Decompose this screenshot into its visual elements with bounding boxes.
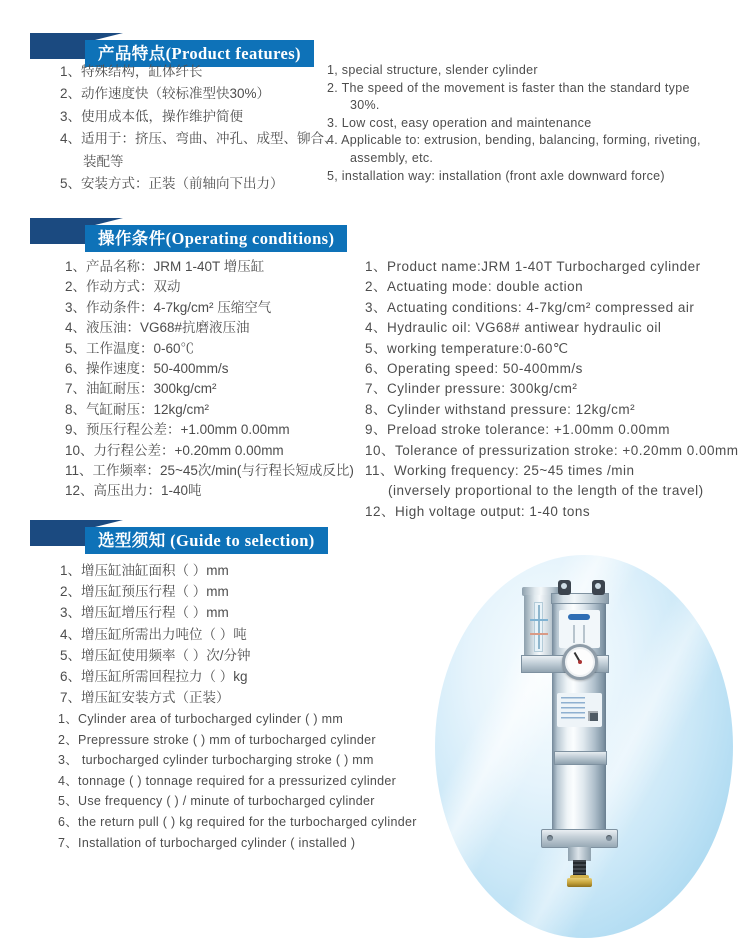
operating-en-line: (inversely proportional to the length of the travel) [388,483,704,499]
operating-zh-line: 10、力行程公差：+0.20mm 0.00mm [65,442,284,458]
features-en-line: 3. Low cost, easy operation and maintenance [327,115,592,130]
section-title-operating-conditions: 操作条件(Operating conditions) [85,225,347,252]
sight-glass-tick-upper [530,619,548,621]
operating-en-line: 4、Hydraulic oil: VG68# antiwear hydraulic oil [365,320,662,336]
operating-en-line: 2、Actuating mode: double action [365,279,584,295]
header-tab-decoration [30,520,87,546]
selection-zh-line: 6、增压缸所需回程拉力（ ）kg [60,669,248,685]
eye-bolt-left [558,580,571,595]
operating-list-en [365,257,739,522]
selection-en-line: 6、the return pull ( ) kg required for the turbocharged cylinder [58,814,417,829]
operating-zh-line: 2、作动方式：双动 [65,279,181,295]
header-tab-decoration [30,218,87,244]
selection-list-zh [60,560,251,708]
features-en-line: 2. The speed of the movement is faster than the standard type [327,80,690,95]
section-title-product-features: 产品特点(Product features) [85,40,314,67]
features-list-en [327,62,701,185]
selection-en-line: 3、 turbocharged cylinder turbocharging stroke ( ) mm [58,753,374,768]
sight-glass-level-line [538,605,540,649]
features-zh-line: 5、安装方式：正装（前轴向下出力） [60,176,284,192]
features-zh-line: 1、特殊结构，缸体纤长 [60,64,203,79]
selection-zh-line: 1、增压缸油缸面积（ ）mm [60,563,229,578]
selection-en-line: 2、Prepressure stroke ( ) mm of turbocharged cylinder [58,732,376,747]
sight-glass-tick-lower [530,633,548,635]
rod-boss [568,847,591,861]
features-zh-line: 装配等 [83,153,124,169]
label-print-line [573,625,575,643]
operating-en-line: 5、working temperature:0-60℃ [365,340,569,356]
features-en-line: 4. Applicable to: extrusion, bending, balancing, forming, riveting, [327,133,701,148]
selection-zh-line: 7、增压缸安装方式（正装） [60,690,230,706]
rod-brass-nut [567,878,592,887]
gauge-center-pin [578,660,582,664]
operating-zh-line: 12、高压出力：1-40吨 [65,483,202,499]
operating-en-line: 1、Product name:JRM 1-40T Turbocharged cylinder [365,259,701,274]
operating-zh-line: 3、作动条件：4-7kg/cm² 压缩空气 [65,299,272,315]
operating-en-line: 9、Preload stroke tolerance: +1.00mm 0.00mm [365,422,671,438]
operating-zh-line: 7、油缸耐压：300kg/cm² [65,381,217,397]
mounting-band-lower [554,751,607,765]
operating-zh-line: 9、预压行程公差：+1.00mm 0.00mm [65,422,290,438]
features-en-line: 5, installation way: installation (front axle downward force) [327,168,665,183]
operating-list-zh [65,257,354,502]
spec-label-text-lines [561,697,585,722]
operating-en-line: 6、Operating speed: 50-400mm/s [365,361,583,377]
selection-list-en [58,709,417,853]
features-zh-line: 4、适用于：挤压、弯曲、冲孔、成型、铆合、 [60,131,338,147]
operating-en-line: 8、Cylinder withstand pressure: 12kg/cm² [365,401,636,417]
selection-en-line: 5、Use frequency ( ) / minute of turbocharged cylinder [58,794,375,809]
features-en-line: 1, special structure, slender cylinder [327,63,538,77]
header-tab-decoration [30,33,87,59]
operating-zh-line: 5、工作温度：0-60℃ [65,340,195,356]
operating-en-line: 11、Working frequency: 25~45 times /min [365,463,635,479]
selection-zh-line: 4、增压缸所需出力吨位（ ）吨 [60,626,247,642]
features-zh-line: 2、动作速度快（较标准型快30%） [60,86,271,102]
qr-code-icon [588,711,598,721]
operating-en-line: 10、Tolerance of pressurization stroke: +0.20mm 0.00mm [365,442,739,458]
selection-en-line: 7、Installation of turbocharged cylinder ( installed ) [58,835,356,850]
operating-zh-line: 11、工作频率：25~45次/min(与行程长短成反比) [65,463,354,479]
features-zh-line: 3、使用成本低，操作维护简便 [60,108,244,124]
operating-zh-line: 4、液压油：VG68#抗磨液压油 [65,320,250,336]
selection-zh-line: 2、增压缸预压行程（ ）mm [60,584,229,600]
eye-bolt-right [592,580,605,595]
operating-zh-line: 8、气缸耐压：12kg/cm² [65,401,210,417]
operating-zh-line: 6、操作速度：50-400mm/s [65,361,229,377]
operating-en-line: 12、High voltage output: 1-40 tons [365,503,591,519]
features-list-zh [60,61,338,195]
selection-en-line: 4、tonnage ( ) tonnage required for a pressurized cylinder [58,773,397,788]
label-print-line [583,625,585,643]
operating-en-line: 7、Cylinder pressure: 300kg/cm² [365,381,578,397]
operating-zh-line: 1、产品名称：JRM 1-40T 增压缸 [65,259,265,274]
selection-zh-line: 5、增压缸使用频率（ ）次/分钟 [60,647,251,663]
brand-logo-icon [568,614,590,620]
operating-en-line: 3、Actuating conditions: 4-7kg/cm² compressed air [365,299,695,315]
flange-bolt-left [547,835,553,841]
flange-bolt-right [606,835,612,841]
spec-label [557,693,602,727]
product-photo [435,555,733,938]
features-en-line: assembly, etc. [350,150,434,165]
section-title-guide-to-selection: 选型须知 (Guide to selection) [85,527,328,554]
brand-label [559,610,600,648]
selection-en-line: 1、Cylinder area of turbocharged cylinder ( ) mm [58,712,344,726]
selection-zh-line: 3、增压缸增压行程（ ）mm [60,605,229,621]
pressure-gauge [562,644,598,680]
features-en-line: 30%. [350,98,380,113]
